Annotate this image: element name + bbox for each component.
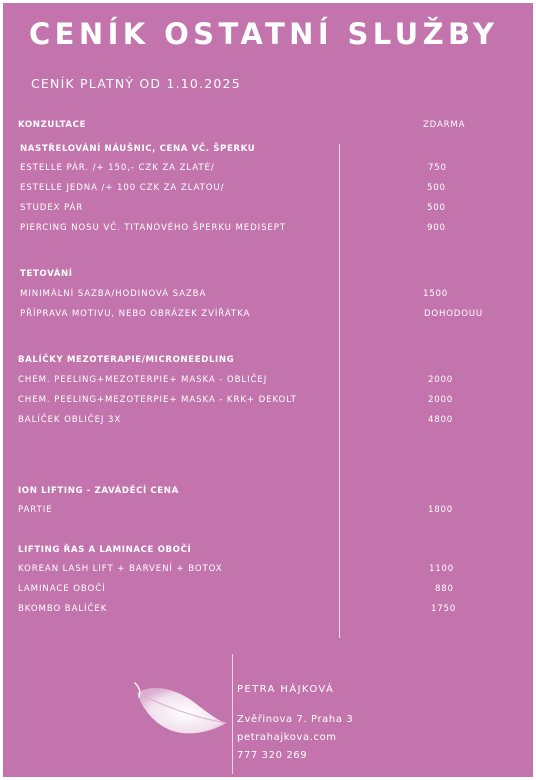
price-row [3,584,533,600]
footer-website: petrahajkova.com [237,732,337,743]
section-heading-row [3,545,533,561]
service-price: 880 [435,584,454,594]
service-price: 2000 [428,375,454,385]
service-price: 1100 [429,564,455,574]
price-row [3,309,533,325]
price-row [3,604,533,620]
service-name: LAMINACE OBOČÍ [18,584,106,594]
section-heading: LIFTING ŘAS A LAMINACE OBOČÍ [18,545,192,555]
service-name: PŘÍPRAVA MOTIVU, NEBO OBRÁZEK ZVÍŘÁTKA [20,309,251,319]
service-name: KOREAN LASH LIFT + BARVENÍ + BOTOX [18,564,223,574]
service-name: BKOMBO BALÍČEK [18,604,108,614]
footer-address: Zvěřinova 7. Praha 3 [237,714,354,725]
section-heading-row [3,486,533,502]
price-list-page [3,3,533,777]
price-row [3,395,533,411]
service-name: ESTELLE JEDNA /+ 100 CZK ZA ZLATOU/ [20,183,225,193]
service-price: 750 [428,163,447,173]
feather-icon [129,671,229,743]
price-row [3,505,533,521]
footer-phone: 777 320 269 [237,750,308,761]
page-title: CENÍK OSTATNÍ SLUŽBY [29,17,499,51]
price-row [3,415,533,431]
price-row [3,203,533,219]
service-name: CHEM. PEELING+MEZOTERPIE+ MASKA - KRK+ DEKOLT [18,395,297,405]
service-price: 500 [427,203,446,213]
price-row [3,289,533,305]
section-heading-row [3,269,533,285]
section-heading: NASTŘELOVÁNÍ NÁUŠNIC, CENA VČ. ŠPERKU [20,144,256,154]
service-price: DOHODOUU [424,309,483,319]
section-heading-row [3,355,533,371]
footer-divider [232,654,233,774]
section-heading-row [3,120,533,136]
validity-subtitle: CENÍK PLATNÝ OD 1.10.2025 [31,76,241,91]
section-heading: TETOVÁNÍ [20,269,73,279]
service-price: 500 [427,183,446,193]
price-row [3,163,533,179]
service-name: CHEM. PEELING+MEZOTERPIE+ MASKA - OBLIČEJ [18,375,268,385]
service-name: STUDEX PÁR [20,203,84,213]
service-name: ESTELLE PÁR. /+ 150,- CZK ZA ZLATÉ/ [20,163,215,173]
price-row [3,223,533,239]
service-name: PARTIE [18,505,53,515]
price-row [3,564,533,580]
price-row [3,183,533,199]
footer-name: PETRA HÁJKOVÁ [237,684,335,695]
section-heading: BALÍČKY MEZOTERAPIE/MICRONEEDLING [18,355,235,365]
section-heading: ION LIFTING - ZAVÁDĚCÍ CENA [18,486,179,496]
service-price: 900 [427,223,446,233]
price-row [3,375,533,391]
service-price: ZDARMA [423,120,466,130]
service-price: 1800 [428,505,454,515]
service-name: PIERCING NOSU VČ. TITANOVÉHO ŠPERKU MEDISEPT [20,223,286,233]
section-heading-row [3,144,533,160]
service-name: MINIMÁLNÍ SAZBA/HODINOVÁ SAZBA [20,289,207,299]
service-price: 2000 [428,395,454,405]
service-price: 4800 [428,415,454,425]
service-name: BALÍČEK OBLIČEJ 3X [18,415,122,425]
service-price: 1750 [431,604,457,614]
service-price: 1500 [423,289,449,299]
section-heading: KONZULTACE [18,120,87,130]
